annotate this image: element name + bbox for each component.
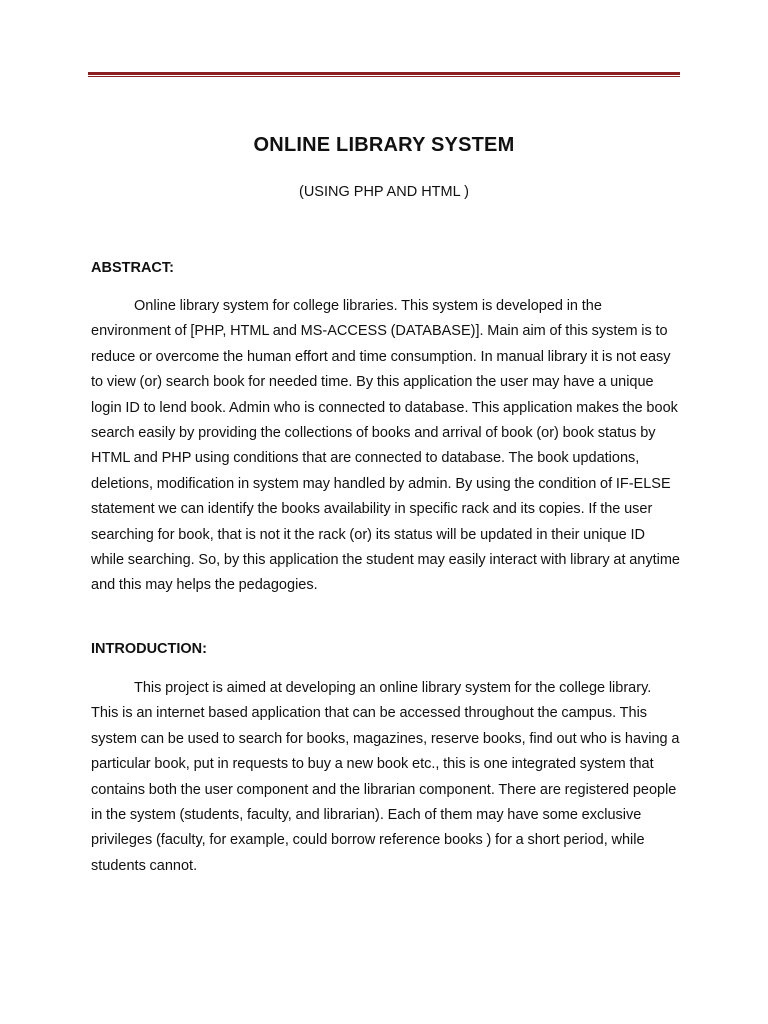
- header-rule: [88, 72, 680, 75]
- section-heading-introduction: INTRODUCTION:: [91, 641, 207, 657]
- header-rule-thin: [88, 76, 680, 77]
- section-body-abstract: Online library system for college libraries. This system is developed in the environment of [PHP, HTML and MS-ACCESS (DATABASE)]. Main aim of this system is to reduce or overcome the human effort and time consumption. In manual library it is not easy to view (or) search book for needed time. By this application the user may have a unique login ID to lend book. Admin who is connected to database. This application makes the book search easily by providing the collections of books and arrival of book (or) book status by HTML and PHP using conditions that are connected to database. The book updations, deletions, modification in system may handled by admin. By using the condition of IF-ELSE statement we can identify the books availability in specific rack and its copies. If the user searching for book, that is not it the rack (or) its status will be updated in their unique ID while searching. So, by this application the student may easily interact with library at anytime and this may helps the pedagogies.: [91, 298, 680, 594]
- section-heading-abstract: ABSTRACT:: [91, 260, 174, 276]
- document-subtitle: (USING PHP AND HTML ): [299, 184, 469, 200]
- section-body-introduction: This project is aimed at developing an online library system for the college library. This is an internet based application that can be accessed throughout the campus. This system can be used to search for books, magazines, reserve books, find out who is having a particular book, put in requests to buy a new book etc., this is one integrated system that contains both the user component and the librarian component. There are registered people in the system (students, faculty, and librarian). Each of them may have some exclusive privileges (faculty, for example, could borrow reference books ) for a short period, while students cannot.: [91, 680, 680, 874]
- document-title: ONLINE LIBRARY SYSTEM: [253, 134, 515, 156]
